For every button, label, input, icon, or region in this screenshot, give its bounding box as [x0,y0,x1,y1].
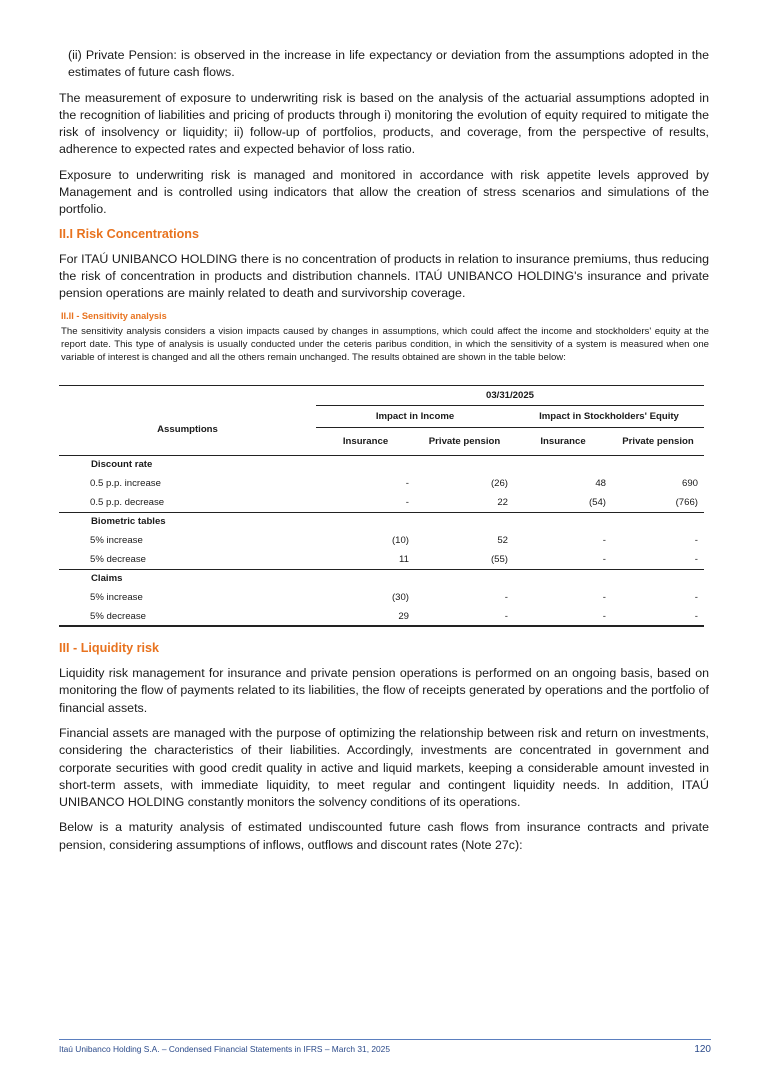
risk-concentrations-heading: II.I Risk Concentrations [59,226,199,241]
table-date-header: 03/31/2025 [316,385,704,405]
cell-value: - [694,592,698,604]
risk-concentrations-paragraph: For ITAÚ UNIBANCO HOLDING there is no concentration of products in relation to insurance premiums, thus reducing the risk of concentration in products and distribution channels. ITAÚ UNIBANCO HOLDING's insurance and private pension operations are mainly related to death and survivorship coverage. [59,251,709,301]
table-row [59,607,704,626]
sensitivity-heading: II.II - Sensitivity analysis [61,310,167,321]
cell-value: (55) [490,553,508,565]
cell-value: - [694,553,698,565]
cell-value: - [612,607,704,626]
table-group-row [59,455,704,474]
table-row [59,493,704,512]
page-number: 120 [694,1044,711,1055]
document-page [59,47,709,862]
group-label: Discount rate [59,455,316,474]
cell-value: - [514,607,612,626]
impact-equity-header: Impact in Stockholders' Equity [514,405,704,427]
liquidity-paragraph-3: Below is a maturity analysis of estimated undiscounted future cash flows from insurance contracts and private pension, considering assumptions of inflows, outflows and discount rates (Note 27c): [59,820,709,852]
cell-value: 48 [595,478,606,490]
table-group-row [59,569,704,588]
row-label: 0.5 p.p. decrease [90,496,165,508]
measurement-paragraph: The measurement of exposure to underwriting risk is based on the analysis of the actuarial assumptions adopted in the recognition of liabilities and pricing of products through i) monitoring the evolution of equity required to mitigate the risk of insolvency or liquidity; ii) follow-up of portfolios, products, and coverage, from the perspective of results, adherence to expected rates and expected behavior of loss ratio. [59,90,709,157]
sensitivity-table-body [59,455,704,626]
assumptions-header: Assumptions [157,424,218,436]
liquidity-paragraph-1: Liquidity risk management for insurance and private pension operations is performed on an ongoing basis, based on monitoring the flow of payments related to its liabilities, the flow of receipts generated by operations and the portfolio of financial assets. [59,666,709,715]
table-row [59,531,704,550]
row-label: 5% increase [90,592,143,604]
table-row [59,550,704,569]
table-row [59,588,704,607]
cell-value: - [504,592,508,604]
table-group-row [59,512,704,531]
footer-title: Itaú Unibanco Holding S.A. – Condensed Financial Statements in IFRS – March 31, 2025 [59,1044,391,1054]
table-row [59,474,704,493]
liquidity-paragraph-2: Financial assets are managed with the purpose of optimizing the relationship between risk and return on investments, considering the characteristics of their liabilities. Accordingly, investments are concentrated in government and corporate securities with good credit quality in active and liquid markets, keeping a considerable amount invested in short-term assets, with immediate liquidity, to meet regular and contingent liquidity needs. In addition, ITAÚ UNIBANCO HOLDING constantly monitors the solvency conditions of its operations. [59,725,709,810]
page-footer [59,1039,711,1055]
impact-income-header: Impact in Income [316,405,514,427]
cell-value: - [602,592,606,604]
row-label: 0.5 p.p. increase [90,478,161,490]
cell-value: 29 [316,607,415,626]
liquidity-heading: III - Liquidity risk [59,641,160,656]
cell-value: 22 [497,496,508,508]
cell-value: - [602,535,606,547]
cell-value: 11 [399,553,409,565]
equity-pension-header: Private pension [622,435,694,447]
cell-value: - [415,607,514,626]
income-pension-header: Private pension [428,435,501,447]
exposure-paragraph: Exposure to underwriting risk is managed and monitored in accordance with risk appetite levels approved by Management and is controlled using indicators that allow the creation of stress scenarios and simulations of the portfolio. [59,167,709,217]
sensitivity-paragraph: The sensitivity analysis considers a vision impacts caused by changes in assumptions, which could affect the income and stockholders' equity at the report date. This type of analysis is usually conducted under the ceteris paribus condition, in which the sensitivity of a system is measured when one variable of interest is changed and all the others remain unchanged. The results obtained are shown in the table below: [61,325,709,363]
cell-value: (54) [588,496,606,508]
sensitivity-table [59,385,704,628]
cell-value: (766) [675,496,698,508]
row-label: 5% decrease [59,607,316,626]
group-label: Claims [59,569,316,588]
row-label: 5% decrease [90,553,146,565]
group-label: Biometric tables [59,512,316,531]
cell-value: - [694,535,698,547]
private-pension-paragraph: (ii) Private Pension: is observed in the increase in life expectancy or deviation from the assumptions adopted in the estimates of future cash flows. [68,48,709,80]
cell-value: (26) [490,478,508,490]
equity-insurance-header: Insurance [540,435,586,447]
cell-value: - [602,553,606,565]
cell-value: - [405,496,409,508]
cell-value: (30) [391,592,409,604]
income-insurance-header: Insurance [342,435,389,447]
row-label: 5% increase [90,535,143,547]
cell-value: 52 [497,535,508,547]
cell-value: - [405,478,409,490]
cell-value: (10) [391,535,409,547]
cell-value: 690 [681,478,698,490]
